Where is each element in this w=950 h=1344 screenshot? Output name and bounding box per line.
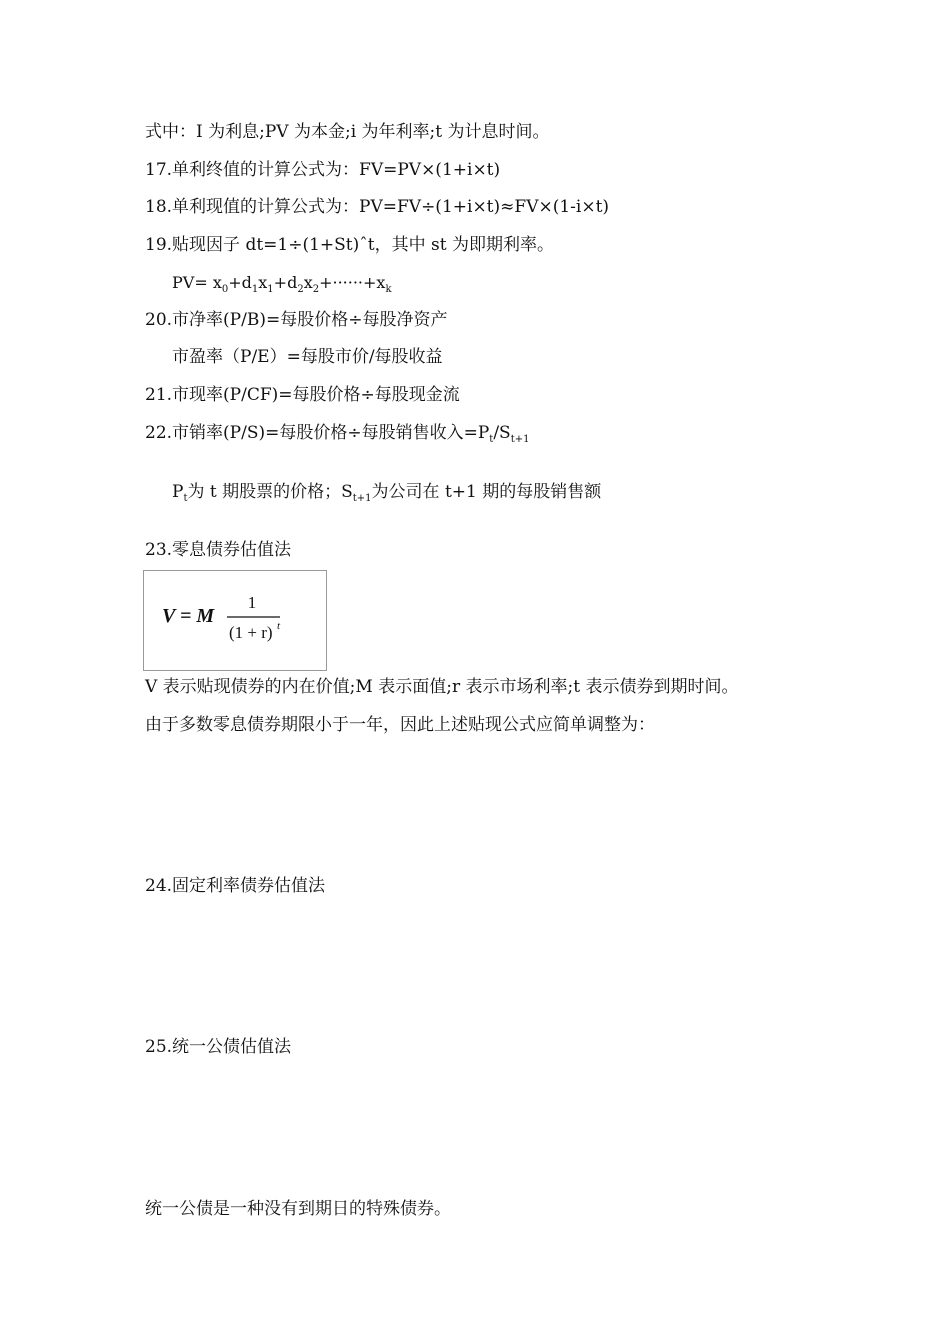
formula-part: +d bbox=[273, 273, 298, 292]
subscript: 1 bbox=[251, 284, 259, 295]
pv-formula bbox=[172, 271, 392, 302]
text-line: 18.单利现值的计算公式为：PV=FV÷(1+i×t)≈FV×(1-i×t) bbox=[145, 197, 610, 217]
text-line: 统一公债是一种没有到期日的特殊债券。 bbox=[145, 1199, 451, 1219]
subscript: 2 bbox=[312, 284, 320, 295]
formula-numerator: 1 bbox=[247, 593, 257, 612]
text-line: 17.单利终值的计算公式为：FV=PV×(1+i×t) bbox=[145, 160, 501, 180]
text-line: 21.市现率(P/CF)=每股价格÷每股现金流 bbox=[145, 385, 460, 405]
formula-part: +d bbox=[228, 273, 252, 292]
formula-lhs: V = M bbox=[162, 605, 215, 627]
formula-denominator: (1 + r) bbox=[229, 623, 273, 642]
text-line: 20.市净率(P/B)=每股价格÷每股净资产 bbox=[145, 310, 448, 330]
subscript: 0 bbox=[221, 284, 229, 295]
formula-part: 22.市销率(P/S)=每股价格÷每股销售收入=P bbox=[145, 423, 490, 443]
text-line bbox=[172, 480, 601, 511]
formula-part: 为 t 期股票的价格；S bbox=[187, 482, 353, 502]
subscript: t bbox=[183, 493, 188, 504]
formula-part: +······+x bbox=[319, 273, 386, 292]
section-heading: 25.统一公债估值法 bbox=[145, 1037, 292, 1057]
subscript: t+1 bbox=[352, 493, 372, 504]
text-line: 市盈率（P/E）=每股市价/每股收益 bbox=[172, 347, 443, 367]
text-line: V 表示贴现债券的内在价值;M 表示面值;r 表示市场利率;t 表示债券到期时间。 bbox=[145, 677, 739, 697]
formula-part: x bbox=[258, 273, 268, 292]
formula-part: P bbox=[172, 482, 184, 502]
subscript: 2 bbox=[297, 284, 304, 295]
text-line bbox=[145, 421, 529, 452]
text-line: 19.贴现因子 dt=1÷(1+St)ˆt，其中 st 为即期利率。 bbox=[145, 235, 554, 255]
subscript: k bbox=[385, 284, 392, 295]
formula-exponent: t bbox=[277, 620, 281, 632]
section-heading: 24.固定利率债券估值法 bbox=[145, 876, 326, 896]
subscript: t bbox=[489, 434, 494, 445]
formula-part: 为公司在 t+1 期的每股销售额 bbox=[371, 482, 602, 502]
subscript: t+1 bbox=[510, 434, 530, 445]
formula-part: PV= x bbox=[172, 273, 222, 292]
formula-svg bbox=[144, 571, 326, 670]
formula-part: x bbox=[303, 273, 313, 292]
text-line: 由于多数零息债券期限小于一年，因此上述贴现公式应简单调整为： bbox=[145, 715, 655, 735]
subscript: 1 bbox=[267, 284, 274, 295]
zero-coupon-formula-image bbox=[143, 570, 327, 671]
text-line: 式中：I 为利息;PV 为本金;i 为年利率;t 为计息时间。 bbox=[145, 122, 550, 142]
formula-part: /S bbox=[493, 423, 511, 443]
section-heading: 23.零息债券估值法 bbox=[145, 540, 292, 560]
